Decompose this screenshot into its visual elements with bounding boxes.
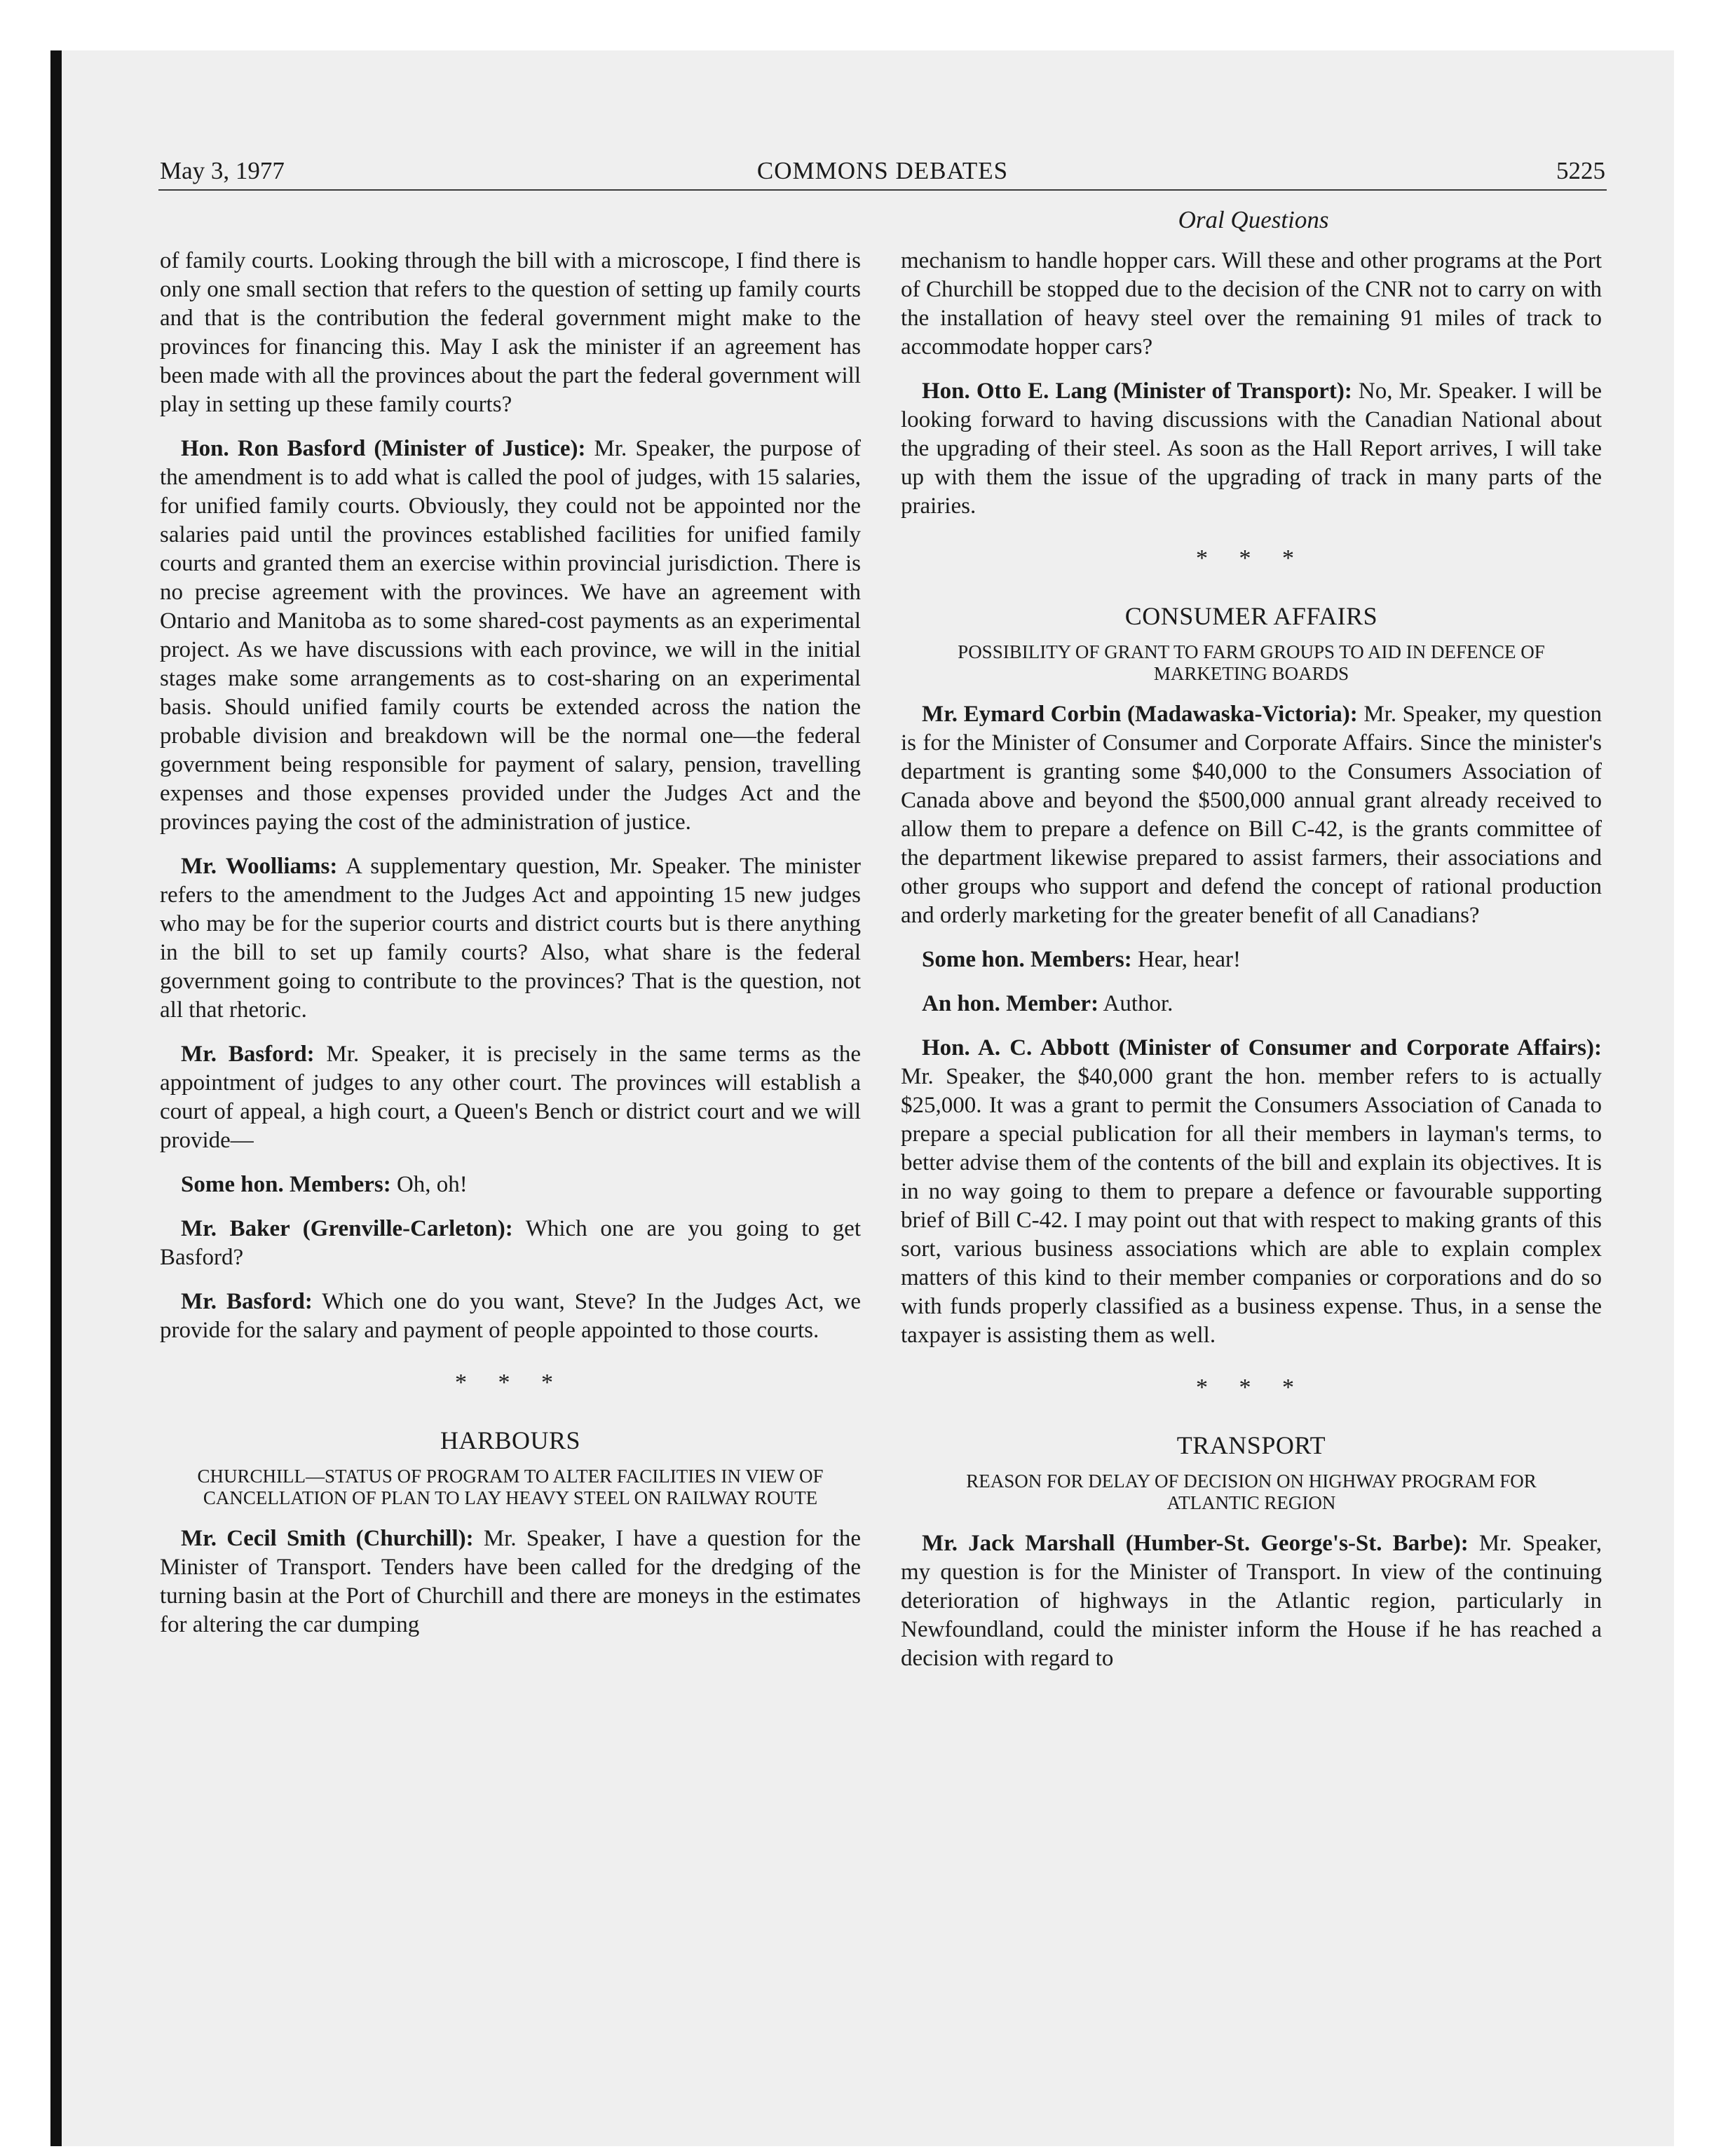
speaker-name: Some hon. Members: <box>922 947 1132 972</box>
paragraph <box>160 247 861 419</box>
header-rule <box>158 189 1607 191</box>
paragraph <box>901 946 1602 974</box>
section-title: HARBOURS <box>440 1426 581 1454</box>
speaker-name: Some hon. Members: <box>181 1172 391 1197</box>
paragraph <box>901 247 1602 362</box>
left-column <box>160 247 861 1655</box>
paragraph <box>160 1215 861 1272</box>
paragraph-text: Oh, oh! <box>390 1172 468 1197</box>
section-subheading: CHURCHILL—STATUS OF PROGRAM TO ALTER FACILITIES IN VIEW OF CANCELLATION OF PLAN TO LAY HEAVY STEEL ON RAILWAY ROUTE <box>197 1466 824 1508</box>
paragraph-text: No, Mr. Speaker. I will be looking forward to having discussions with the Canadian National about the upgrading of their steel. As soon as the Hall Report arrives, I will take up with them the issue of the upgrading of track in many parts of the prairies. <box>901 378 1602 519</box>
scan-edge <box>50 50 62 2146</box>
speaker-name: Mr. Basford: <box>181 1042 315 1067</box>
speaker-name: Mr. Basford: <box>181 1289 313 1314</box>
paragraph-text: Mr. Speaker, my question is for the Minister of Consumer and Corporate Affairs. Since the minister's department is granting some $40,000 to the Consumers Association of Canada above and beyond the $500,000 annual grant already received to allow them to prepare a defence on Bill C-42, is the grants committee of the department likewise prepared to assist farmers, their associations and other groups who support and defend the concept of rational production and orderly marketing for the greater benefit of all Canadians? <box>901 702 1602 928</box>
paragraph-text: Which one are you going to get Basford? <box>160 1216 861 1270</box>
paragraph <box>160 852 861 1025</box>
header-page-number: 5225 <box>1556 157 1605 184</box>
paragraph <box>160 435 861 837</box>
section-separator: * * * <box>455 1370 566 1396</box>
paragraph-text: mechanism to handle hopper cars. Will these and other programs at the Port of Churchill be stopped due to the decision of the CNR not to carry on with the installation of heavy steel over the remaining 91 miles of track to accommodate hopper cars? <box>901 248 1602 360</box>
paragraph-text: A supplementary question, Mr. Speaker. The minister refers to the amendment to the Judges Act and appointing 15 new judges who may be for the superior courts and district courts but is there anything in the bill to set up family courts? Also, what share is the federal government going to contribute to the provinces? That is the question, not all that rhetoric. <box>160 854 861 1023</box>
paragraph <box>901 377 1602 521</box>
section-subheading: POSSIBILITY OF GRANT TO FARM GROUPS TO AID IN DEFENCE OF MARKETING BOARDS <box>958 641 1545 684</box>
paragraph <box>901 700 1602 930</box>
speaker-name: Hon. A. C. Abbott (Minister of Consumer and Corporate Affairs): <box>922 1035 1602 1060</box>
paragraph-text: Which one do you want, Steve? In the Judges Act, we provide for the salary and payment of people appointed to those courts. <box>160 1289 861 1343</box>
speaker-name: Hon. Ron Basford (Minister of Justice): <box>181 436 586 461</box>
paragraph <box>901 990 1602 1018</box>
section-subheading: REASON FOR DELAY OF DECISION ON HIGHWAY PROGRAM FOR ATLANTIC REGION <box>966 1471 1537 1513</box>
right-column <box>901 247 1602 1688</box>
speaker-name: Mr. Baker (Grenville-Carleton): <box>181 1216 513 1241</box>
paragraph <box>160 1524 861 1639</box>
section-separator: * * * <box>1196 1374 1307 1400</box>
paragraph-text: of family courts. Looking through the bill with a microscope, I find there is only one small section that refers to the question of setting up family courts and that is the contribution the federal government might make to the provinces for financing this. May I ask the minister if an agreement has been made with all the provinces about the part the federal government will play in setting up these family courts? <box>160 248 861 417</box>
paragraph-text: Author. <box>1098 991 1173 1016</box>
paragraph <box>160 1040 861 1155</box>
header-title: COMMONS DEBATES <box>756 157 1009 184</box>
page-header <box>160 151 1605 191</box>
speaker-name: Mr. Woolliams: <box>181 854 338 879</box>
paragraph-text: Mr. Speaker, the $40,000 grant the hon. member refers to is actually $25,000. It was a grant to permit the Consumers Association of Canada to prepare a special publication for all their members in layman's terms, to better advise them of the contents of the bill and explain its objectives. It is in no way going to them to prepare a defence or favourable supporting brief of Bill C-42. I may point out that with respect to making grants of this sort, various business associations which are able to explain complex matters of this kind to their member companies or corporations and do so with funds properly classified as a business expense. Thus, in a sense the taxpayer is assisting them as well. <box>901 1064 1602 1348</box>
header-date: May 3, 1977 <box>160 157 285 184</box>
paragraph <box>901 1034 1602 1350</box>
speaker-name: Mr. Cecil Smith (Churchill): <box>181 1526 474 1551</box>
paragraph-text: Mr. Speaker, the purpose of the amendment is to add what is called the pool of judges, with 15 salaries, for unified family courts. Obviously, they could not be appointed nor the salaries paid until the provinces established facilities for unified family courts and granted them an exercise within provincial jurisdiction. There is no precise agreement with the provinces. We have an agreement with Ontario and Manitoba as to some shared-cost payments as an experimental project. As we have discussions with each province, we will in the initial stages make some arrangements as to cost-sharing on an experimental basis. Should unified family courts be extended across the nation the probable division and breakdown will be the normal one—the federal government being responsible for payment of salary, pension, travelling expenses and those expenses provided under the Judges Act and the provinces paying the cost of the administration of justice. <box>160 436 861 835</box>
paragraph-text: Mr. Speaker, I have a question for the Minister of Transport. Tenders have been called for the dredging of the turning basin at the Port of Churchill and there are moneys in the estimates for altering the car dumping <box>160 1526 861 1637</box>
paragraph-text: Mr. Speaker, my question is for the Minister of Transport. In view of the continuing deterioration of highways in the Atlantic region, particularly in Newfoundland, could the minister inform the House if he has reached a decision with regard to <box>901 1531 1602 1671</box>
speaker-name: Mr. Eymard Corbin (Madawaska-Victoria): <box>922 702 1358 727</box>
running-head: Oral Questions <box>1178 206 1329 233</box>
section-separator: * * * <box>1196 545 1307 571</box>
paragraph-text: Hear, hear! <box>1131 947 1241 972</box>
speaker-name: Mr. Jack Marshall (Humber-St. George's-St. Barbe): <box>922 1531 1469 1556</box>
speaker-name: Hon. Otto E. Lang (Minister of Transport): <box>922 378 1352 404</box>
paragraph <box>901 1529 1602 1673</box>
paragraph <box>160 1171 861 1199</box>
paragraph-text: Mr. Speaker, it is precisely in the same terms as the appointment of judges to any other court. The provinces will establish a court of appeal, a high court, a Queen's Bench or district court and we will provide— <box>160 1042 861 1153</box>
section-title: TRANSPORT <box>1176 1431 1326 1459</box>
section-title: CONSUMER AFFAIRS <box>1124 602 1378 630</box>
speaker-name: An hon. Member: <box>922 991 1099 1016</box>
paragraph <box>160 1288 861 1345</box>
